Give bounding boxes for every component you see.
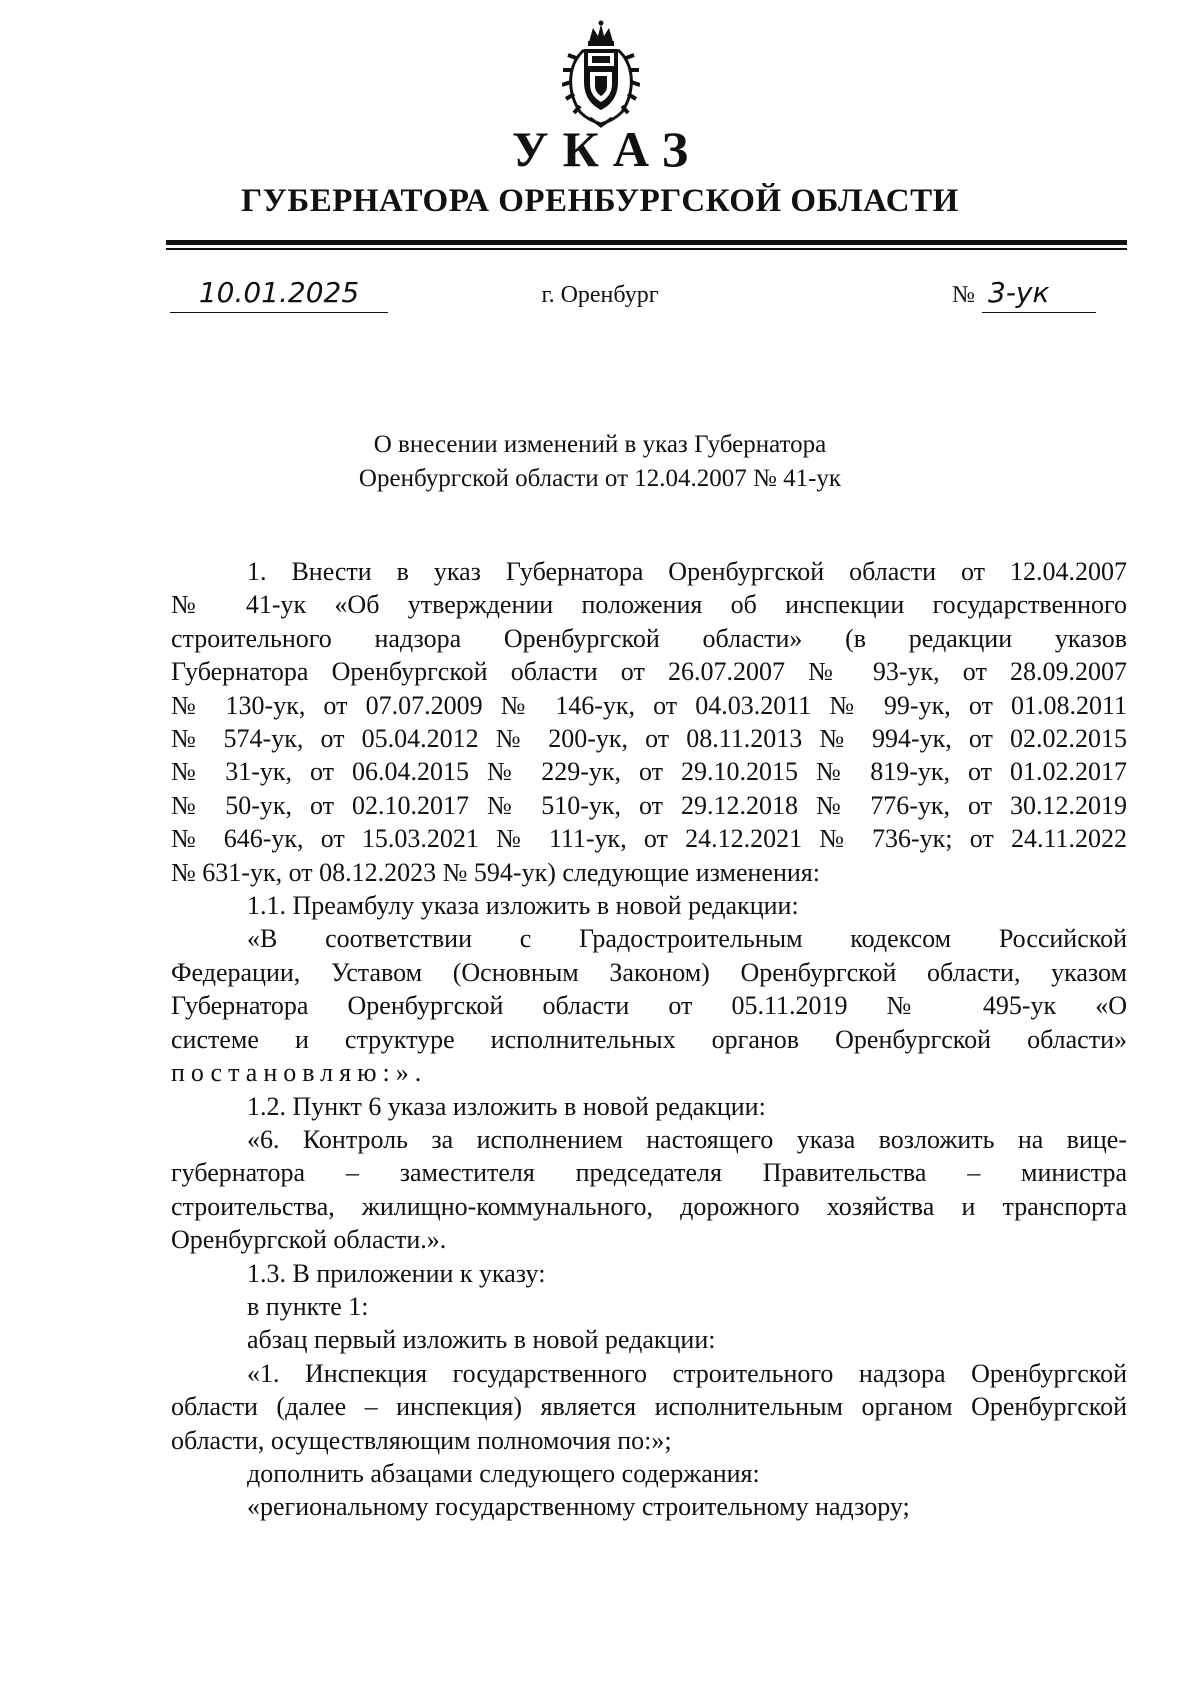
body-line: «1. Инспекция государственного строительного надзора Оренбургской: [247, 1358, 1127, 1388]
body-line: «6. Контроль за исполнением настоящего указа возложить на вице-: [247, 1124, 1127, 1154]
decree-city: г. Оренбург: [541, 282, 659, 308]
body-line: 1.3. В приложении к указу:: [247, 1258, 546, 1288]
body-line: дополнить абзацами следующего содержания:: [247, 1458, 760, 1488]
body-line: области (далее – инспекция) является исполнительным органом Оренбургской: [171, 1392, 1127, 1422]
header-rule-thick: [166, 240, 1127, 245]
decree-subtitle: ГУБЕРНАТОРА ОРЕНБУРГСКОЙ ОБЛАСТИ: [241, 183, 959, 219]
body-line: Федерации, Уставом (Основным Законом) Оренбургской области, указом: [171, 957, 1127, 987]
body-line: № 646-ук, от 15.03.2021 № 111-ук, от 24.12.2021 № 736-ук; от 24.11.2022: [171, 824, 1127, 854]
body-line: области, осуществляющим полномочия по:»;: [171, 1425, 672, 1455]
coat-of-arms-icon: [562, 20, 640, 128]
decree-body: [171, 555, 1127, 1524]
body-line: № 574-ук, от 05.04.2012 № 200-ук, от 08.11.2013 № 994-ук, от 02.02.2015: [171, 724, 1127, 754]
body-line: «региональному государственному строительному надзору;: [247, 1492, 910, 1522]
body-line: № 31-ук, от 06.04.2015 № 229-ук, от 29.10.2015 № 819-ук, от 01.02.2017: [171, 757, 1127, 787]
body-line: строительства, жилищно-коммунального, дорожного хозяйства и транспорта: [171, 1191, 1127, 1221]
body-line: № 130-ук, от 07.07.2009 № 146-ук, от 04.03.2011 № 99-ук, от 01.08.2011: [171, 690, 1127, 720]
decree-number-sign: №: [952, 282, 975, 308]
decree-title: УКАЗ: [511, 121, 703, 177]
decree-number: 3-ук: [982, 276, 1096, 313]
body-line: «В соответствии с Градостроительным кодексом Российской: [247, 924, 1127, 954]
body-line: абзац первый изложить в новой редакции:: [247, 1325, 716, 1355]
body-line: № 50-ук, от 02.10.2017 № 510-ук, от 29.12.2018 № 776-ук, от 30.12.2019: [171, 790, 1127, 820]
body-line: Оренбургской области.».: [171, 1225, 447, 1255]
body-line: системе и структуре исполнительных органов Оренбургской области»: [171, 1024, 1127, 1054]
decree-heading: [0, 428, 1200, 496]
body-line: губернатора – заместителя председателя Правительства – министра: [171, 1158, 1127, 1188]
decree-date: 10.01.2025: [170, 276, 388, 313]
body-line: № 41-ук «Об утверждении положения об инспекции государственного: [171, 590, 1127, 620]
body-line: Губернатора Оренбургской области от 26.07.2007 № 93-ук, от 28.09.2007: [171, 657, 1127, 687]
body-line: 1. Внести в указ Губернатора Оренбургской области от 12.04.2007: [247, 557, 1127, 586]
heading-line: О внесении изменений в указ Губернатора: [373, 431, 827, 458]
header-rule-thin: [166, 248, 1127, 250]
body-line: постановляю:».: [171, 1058, 428, 1088]
body-line: Губернатора Оренбургской области от 05.11.2019 № 495-ук «О: [171, 991, 1127, 1021]
heading-line: Оренбургской области от 12.04.2007 № 41-ук: [358, 465, 842, 492]
body-line: строительного надзора Оренбургской области» (в редакции указов: [171, 623, 1127, 653]
body-line: № 631-ук, от 08.12.2023 № 594-ук) следующие изменения:: [171, 857, 820, 887]
body-line: 1.2. Пункт 6 указа изложить в новой редакции:: [247, 1091, 766, 1121]
body-line: в пункте 1:: [247, 1291, 369, 1321]
body-line: 1.1. Преамбулу указа изложить в новой редакции:: [247, 891, 799, 921]
